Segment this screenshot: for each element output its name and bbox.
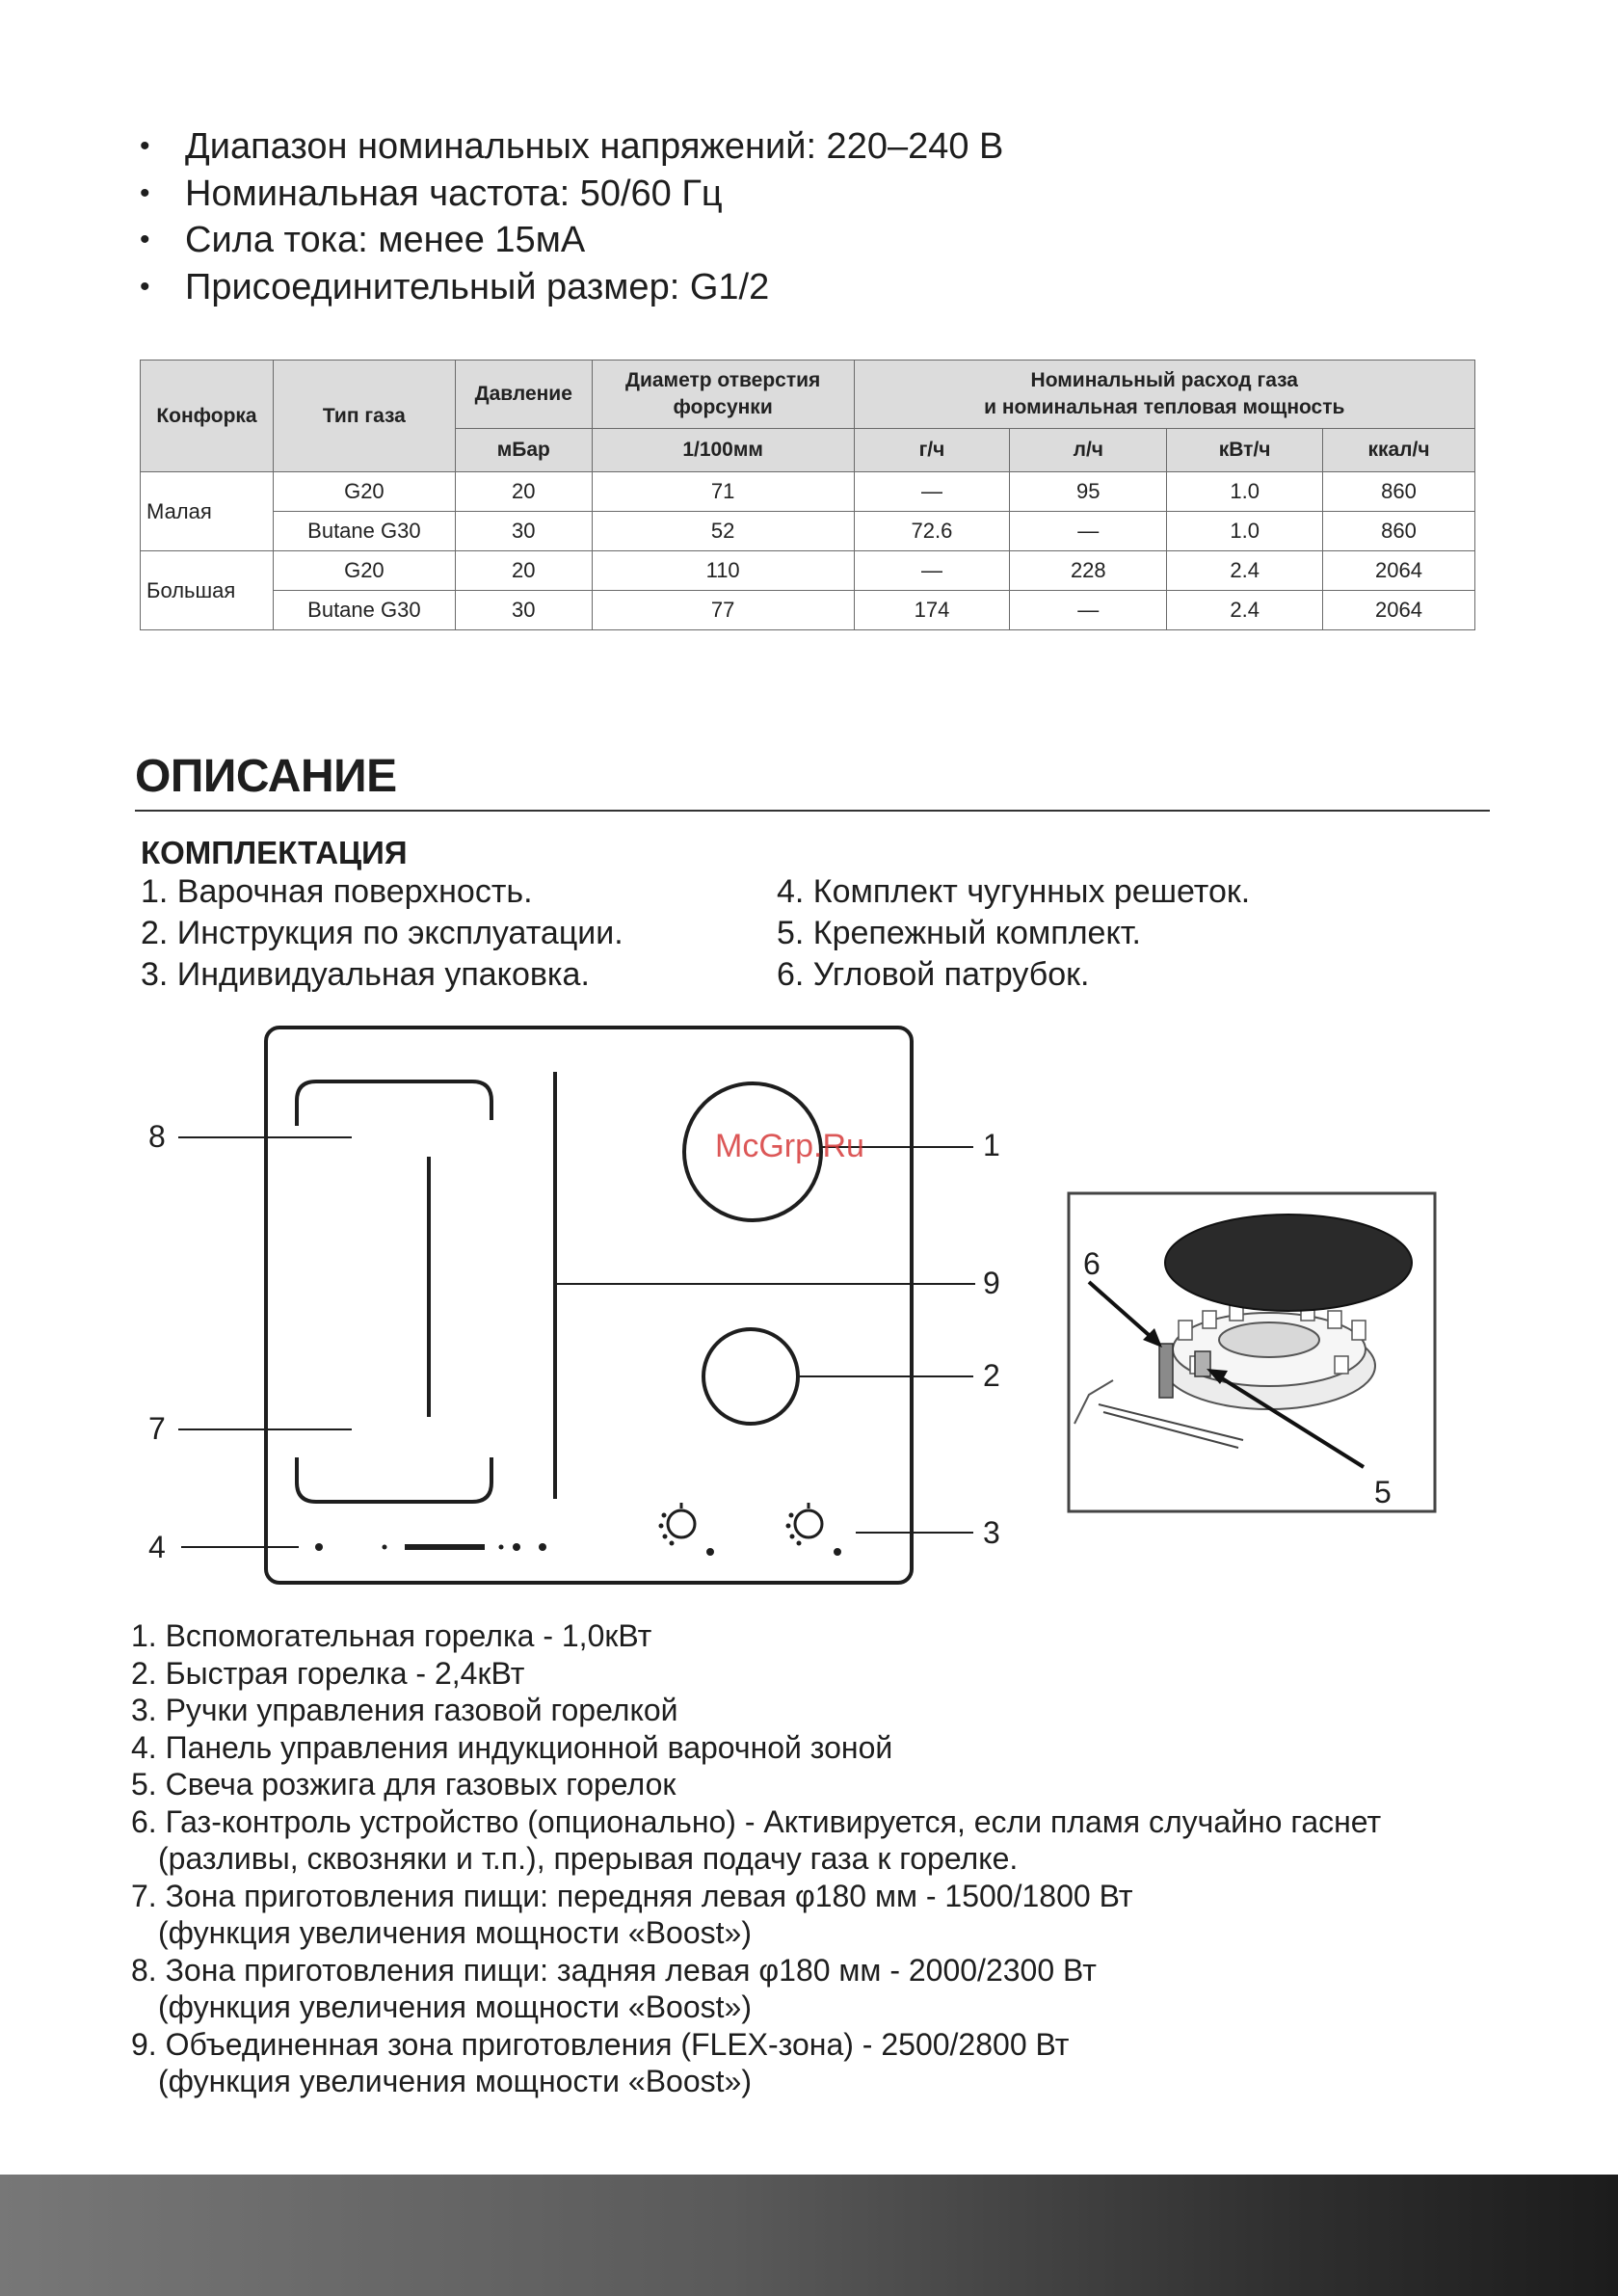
cell-kcal: 860 (1323, 512, 1475, 551)
cell-kcal: 860 (1323, 472, 1475, 512)
cell-gas: Butane G30 (273, 591, 455, 630)
kit-list-right (777, 871, 1250, 996)
cell-diameter: 77 (592, 591, 854, 630)
kit-item: 2. Инструкция по эксплуатации. (141, 915, 623, 951)
cell-gh: — (854, 551, 1010, 591)
spec-voltage: • Диапазон номинальных напряжений: 220–240 В (135, 123, 1003, 171)
callout-3: 3 (983, 1515, 1000, 1550)
cell-gh: 72.6 (854, 512, 1010, 551)
cell-lh: 95 (1010, 472, 1167, 512)
induction-control-panel[interactable] (315, 1543, 546, 1551)
header-gas-type: Тип газа (273, 360, 455, 472)
callout-6: 6 (1083, 1246, 1101, 1281)
cell-gas: G20 (273, 551, 455, 591)
cell-lh: 228 (1010, 551, 1167, 591)
cell-gh: — (854, 472, 1010, 512)
rapid-burner (703, 1329, 798, 1424)
cell-pressure: 30 (455, 512, 592, 551)
section-divider (135, 810, 1490, 812)
cell-kw: 2.4 (1167, 551, 1323, 591)
header-burner: Конфорка (141, 360, 274, 472)
cell-kw: 2.4 (1167, 591, 1323, 630)
callout-5: 5 (1374, 1475, 1392, 1509)
header-pressure: Давление (455, 360, 592, 429)
cell-pressure: 20 (455, 472, 592, 512)
hob-outline (266, 1028, 912, 1583)
cell-gh: 174 (854, 591, 1010, 630)
gas-knob-left[interactable] (659, 1503, 714, 1556)
callout-9: 9 (983, 1266, 1000, 1300)
spec-current: • Сила тока: менее 15мА (135, 217, 1003, 264)
cell-pressure: 30 (455, 591, 592, 630)
section-title: ОПИСАНИЕ (135, 751, 397, 802)
unit-pressure: мБар (455, 429, 592, 472)
cell-diameter: 110 (592, 551, 854, 591)
legend-item-3: 3. Ручки управления газовой горелкой (131, 1693, 678, 1727)
kit-list-left (141, 871, 623, 996)
legend-item-7: 7. Зона приготовления пищи: передняя левая φ180 мм - 1500/1800 Вт (функция увеличения мощности «Boost») (131, 1878, 1133, 1950)
kit-item: 6. Угловой патрубок. (777, 956, 1090, 993)
zone-rear-bracket (297, 1081, 352, 1126)
spec-list (135, 123, 1003, 310)
kit-item: 1. Варочная поверхность. (141, 873, 533, 910)
unit-lh: л/ч (1010, 429, 1167, 472)
burner-small: Малая (141, 472, 274, 551)
unit-gh: г/ч (854, 429, 1010, 472)
cell-lh: — (1010, 512, 1167, 551)
table-row (141, 591, 1475, 630)
cell-gas: Butane G30 (273, 512, 455, 551)
gas-spec-table (140, 360, 1475, 630)
ignition-plug (1195, 1351, 1210, 1376)
page-footer-bar (0, 2175, 1618, 2296)
callout-7: 7 (148, 1411, 166, 1446)
header-consumption: Номинальный расход газа и номинальная тепловая мощность (854, 360, 1474, 429)
cell-kw: 1.0 (1167, 512, 1323, 551)
spec-connection-size: • Присоединительный размер: G1/2 (135, 264, 1003, 311)
unit-diameter: 1/100мм (592, 429, 854, 472)
callout-8: 8 (148, 1119, 166, 1154)
table-row (141, 551, 1475, 591)
legend-item-9: 9. Объединенная зона приготовления (FLEX-зона) - 2500/2800 Вт (функция увеличения мощности «Boost») (131, 2026, 1070, 2098)
cell-kw: 1.0 (1167, 472, 1323, 512)
cell-kcal: 2064 (1323, 591, 1475, 630)
unit-kcal: ккал/ч (1323, 429, 1475, 472)
table-row (141, 472, 1475, 512)
legend-item-6: 6. Газ-контроль устройство (опционально) - Активируется, если пламя случайно гаснет (разливы, сквозняки и т.п.), прерывая подачу газа к горелке. (131, 1803, 1382, 1876)
burner-large: Большая (141, 551, 274, 630)
header-diameter: Диаметр отверстия форсунки (592, 360, 854, 429)
legend-item-4: 4. Панель управления индукционной варочной зоной (131, 1729, 893, 1765)
callout-1: 1 (983, 1128, 1000, 1162)
cell-pressure: 20 (455, 551, 592, 591)
watermark: McGrp.Ru (715, 1128, 864, 1164)
legend-item-8: 8. Зона приготовления пищи: задняя левая φ180 мм - 2000/2300 Вт (функция увеличения мощности «Boost») (131, 1952, 1097, 2024)
callout-2: 2 (983, 1358, 1000, 1393)
gas-knob-right[interactable] (786, 1503, 841, 1556)
gas-control-sensor (1159, 1344, 1173, 1398)
cell-diameter: 52 (592, 512, 854, 551)
table-row (141, 512, 1475, 551)
burner-detail-image (1060, 1188, 1455, 1525)
zone-rear-bracket-right (352, 1081, 491, 1120)
legend-item-1: 1. Вспомогательная горелка - 1,0кВт (131, 1618, 652, 1653)
kit-item: 3. Индивидуальная упаковка. (141, 956, 590, 993)
burner-cap (1165, 1215, 1412, 1311)
cell-gas: G20 (273, 472, 455, 512)
zone-front-bracket (297, 1457, 491, 1502)
parts-legend (131, 1617, 1381, 2100)
kit-item: 5. Крепежный комплект. (777, 915, 1141, 951)
hob-diagram (135, 1012, 1002, 1590)
unit-kw: кВт/ч (1167, 429, 1323, 472)
kit-item: 4. Комплект чугунных решеток. (777, 873, 1251, 910)
kit-title: КОМПЛЕКТАЦИЯ (141, 835, 408, 870)
spec-frequency: • Номинальная частота: 50/60 Гц (135, 171, 1003, 218)
callout-4: 4 (148, 1530, 166, 1564)
legend-item-2: 2. Быстрая горелка - 2,4кВт (131, 1655, 525, 1691)
cell-diameter: 71 (592, 472, 854, 512)
cell-kcal: 2064 (1323, 551, 1475, 591)
legend-item-5: 5. Свеча розжига для газовых горелок (131, 1767, 676, 1802)
cell-lh: — (1010, 591, 1167, 630)
